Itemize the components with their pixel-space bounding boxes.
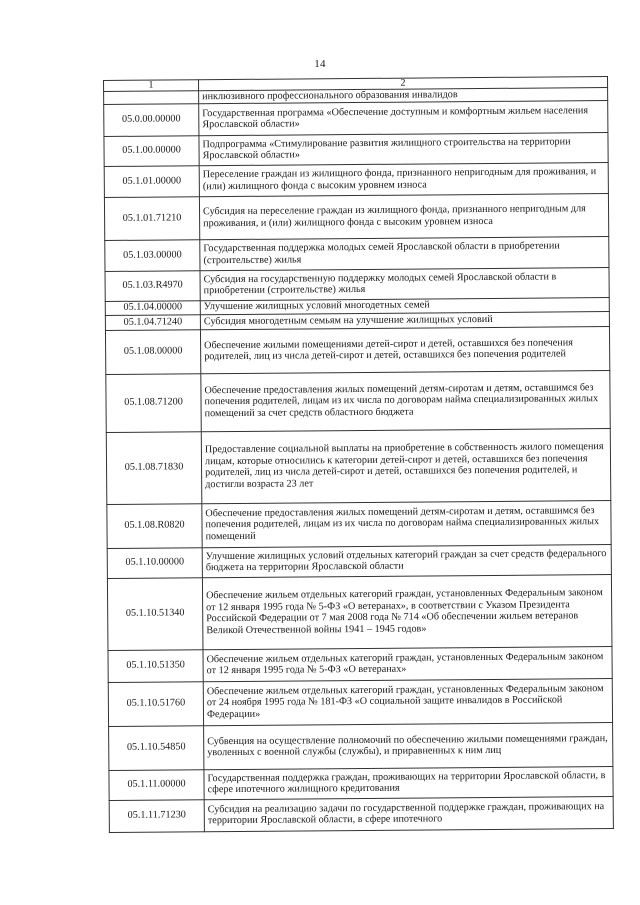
row-name: Государственная поддержка молодых семей Ярославской области в приобретении (строительстве) жилья [200,236,609,270]
row-name: Подпрограмма «Стимулирование развития жилищного строительства на территории Ярославской области» [199,132,608,165]
table-row [109,722,613,770]
row-name: Субсидия на государственную поддержку молодых семей Ярославской области в приобретении (строительстве) жилья [200,267,609,300]
row-code: 05.1.00.00000 [104,135,199,166]
row-name: инклюзивного профессионального образования инвалидов [199,88,608,104]
row-name: Субсидия многодетным семьям на улучшение жилищных условий [200,311,609,329]
row-code: 05.0.00.00000 [104,103,199,136]
row-code: 05.1.03.00000 [105,239,200,271]
table-row [107,574,612,650]
table-row [104,193,608,240]
row-code: 05.1.04.71240 [105,314,200,330]
row-name: Улучшение жилищных условий отдельных категорий граждан за счет средств федерального бюджета на территории Ярославской области [202,544,611,577]
table-row [104,162,608,197]
table-row [105,236,609,271]
table-row [104,132,608,166]
table-row [104,100,608,136]
table-row [106,370,610,432]
row-code: 05.1.01.00000 [104,165,199,197]
row-code: 05.1.03.R4970 [105,270,200,301]
row-code: 05.1.01.71210 [104,196,199,240]
row-name: Государственная поддержка граждан, проживающих на территории Ярославской области, в сфере ипотечного жилищного кредитования [204,766,613,799]
row-name: Субвенция на осуществление полномочий по обеспечению жилыми помещениями граждан, уволенных с военной службы (службы), и приравненных к ним лиц [204,722,613,769]
row-name: Улучшение жилищных условий многодетных семей [200,297,609,314]
row-code: 05.1.08.00000 [105,329,200,374]
row-code: 05.1.11.71230 [109,799,204,832]
table-row [107,544,611,578]
row-name: Обеспечение предоставления жилых помещений детям-сиротам и детям, оставшимся без попечения родителей, лицам из их числа по договорам найма специализированных жилых помещений [202,500,611,547]
row-name: Обеспечение предоставления жилых помещений детям-сиротам и детям, оставшимся без попечения родителей, лицам из их числа по договорам найма специализированных жилых помещений за счет средств областного бюджета [201,370,610,431]
row-code: 05.1.04.00000 [105,300,200,315]
table-row [108,646,612,682]
row-code: 05.1.11.00000 [109,769,204,800]
row-name: Обеспечение жилыми помещениями детей-сирот и детей, оставшихся без попечения родителей, лиц из числа детей-сирот и детей, оставшихся без попечения родителей [200,326,609,373]
row-code [104,91,199,104]
row-code: 05.1.08.71200 [106,373,201,432]
column-header-name: 2 [199,77,608,91]
table-row [107,500,611,548]
page-number: 14 [314,58,326,70]
row-name: Переселение граждан из жилищного фонда, признанного непригодным для проживания, и (или) жилищного фонда с высоким уровнем износа [199,162,608,196]
row-code: 05.1.08.R0820 [107,503,202,548]
table-row [105,267,609,301]
row-name: Обеспечение жильем отдельных категорий граждан, установленных Федеральным законом от 12 января 1995 года № 5-ФЗ «О ветеранах», в соответствии с Указом Президента Российской Федерации от 7 мая 2008 года № 714 «Об обеспечении жильем ветеранов Великой Отечественной войны 1941 – 1945 годов» [202,574,612,649]
row-code: 05.1.10.51350 [108,649,203,682]
table-row [108,678,612,726]
budget-classification-table [103,76,614,833]
row-name: Предоставление социальной выплаты на приобретение в собственность жилого помещения лицам, которые относились к категории детей-сирот и детей, оставшихся без попечения родителей, лиц из числа детей-сирот и детей, оставшихся без попечения родителей, и достигли возраста 23 лет [201,428,611,503]
row-code: 05.1.08.71830 [106,431,202,504]
row-name: Субсидия на переселение граждан из жилищного фонда, признанного непригодным для проживания, и (или) жилищного фонда с высоким уровнем износа [199,193,608,239]
table-row [106,428,611,504]
row-name: Обеспечение жильем отдельных категорий граждан, установленных Федеральным законом от 12 января 1995 года № 5-ФЗ «О ветеранах» [203,646,612,681]
row-code: 05.1.10.51760 [108,681,203,726]
row-code: 05.1.10.54850 [109,725,204,770]
table-row [109,796,613,832]
row-name: Государственная программа «Обеспечение доступным и комфортным жильем населения Ярославской области» [199,100,608,135]
row-code: 05.1.10.00000 [107,547,202,578]
table-row [105,326,609,374]
row-code: 05.1.10.51340 [107,577,203,650]
table-row [109,766,613,800]
row-name: Субсидия на реализацию задачи по государственной поддержке граждан, проживающих на территории Ярославской области, в сфере ипотечного [204,796,613,831]
row-name: Обеспечение жильем отдельных категорий граждан, установленных Федеральным законом от 24 ноября 1995 года № 181-ФЗ «О социальной защите инвалидов в Российской Федерации» [203,678,612,725]
column-header-code: 1 [104,80,199,92]
